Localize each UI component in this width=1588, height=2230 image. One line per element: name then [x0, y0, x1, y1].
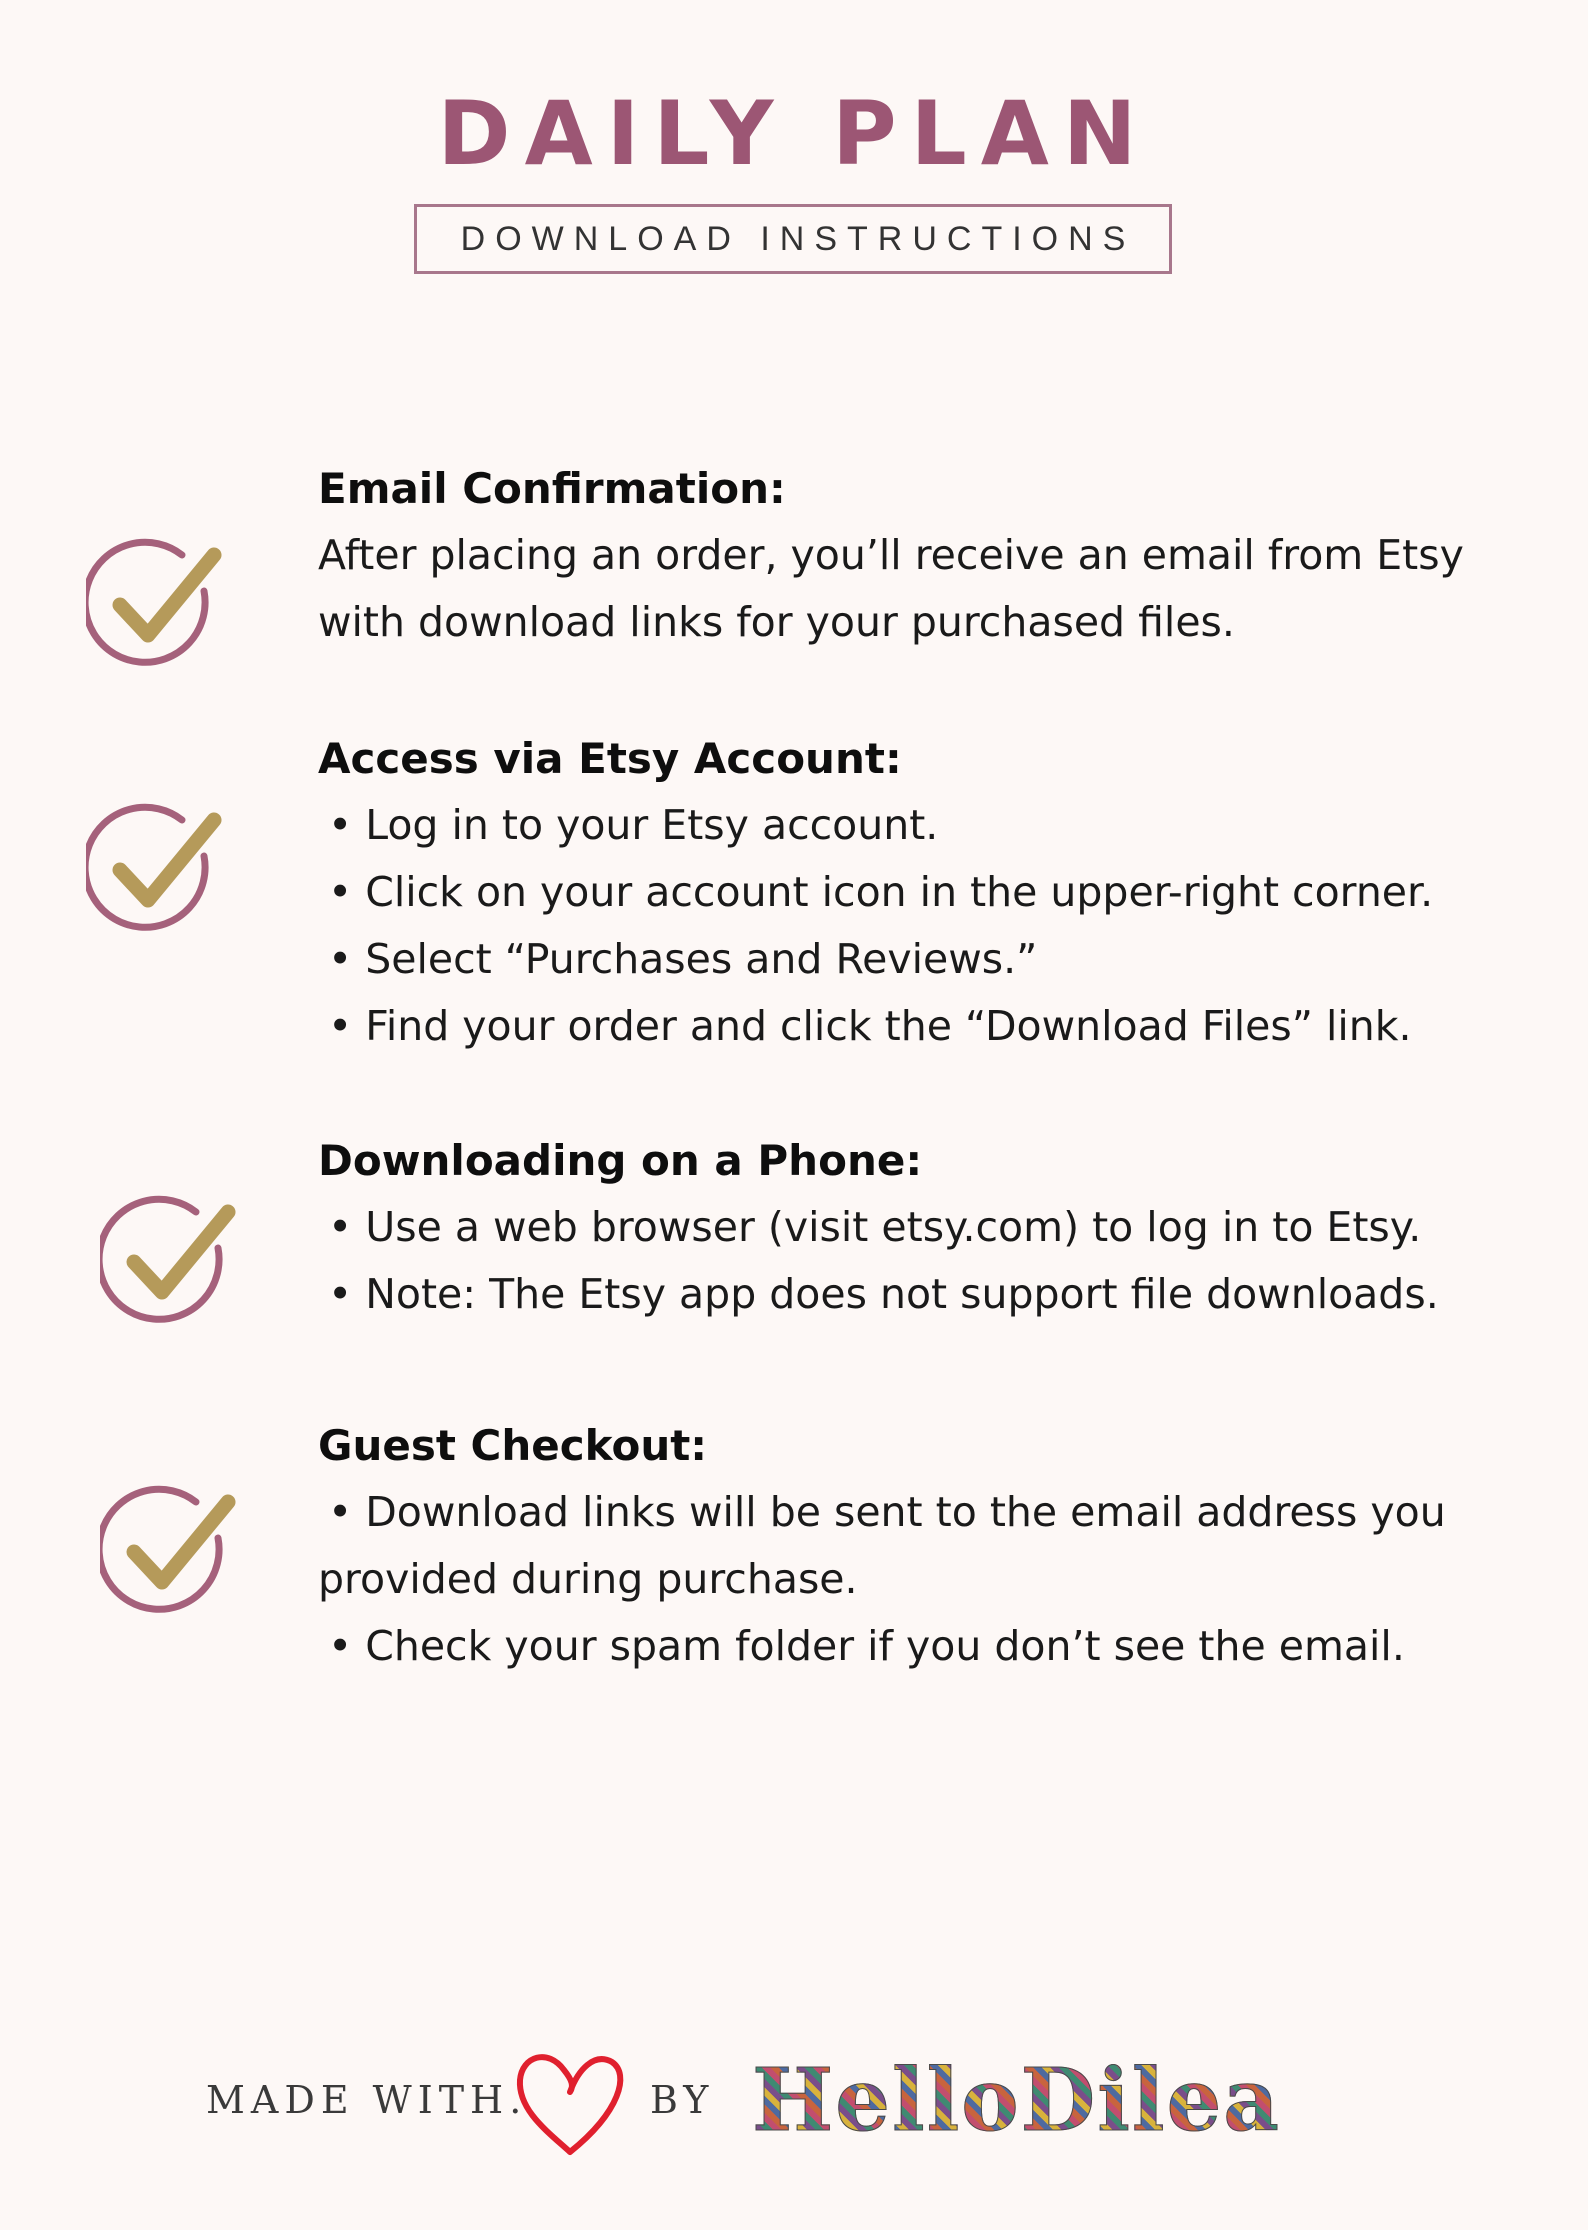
- checkmark-circle-icon: [86, 535, 226, 675]
- section-email-confirmation: [318, 456, 1518, 656]
- section-access-via-account: [318, 726, 1518, 1060]
- section-heading: Access via Etsy Account:: [318, 734, 902, 783]
- section-bullet: • Check your spam folder if you don’t see the email.: [328, 1622, 1405, 1670]
- brand-logo: HelloDilea: [752, 2050, 1282, 2151]
- section-bullet: • Select “Purchases and Reviews.”: [328, 935, 1038, 983]
- section-bullet: • Use a web browser (visit etsy.com) to log in to Etsy.: [328, 1203, 1422, 1251]
- section-guest-checkout: [318, 1413, 1518, 1680]
- section-bullet: • Note: The Etsy app does not support file downloads.: [328, 1270, 1439, 1318]
- subtitle-box: [414, 204, 1172, 274]
- section-heading: Guest Checkout:: [318, 1421, 708, 1470]
- section-bullet: • Find your order and click the “Download Files” link.: [328, 1002, 1412, 1050]
- checkmark-circle-icon: [100, 1482, 240, 1622]
- section-bullet: • Download links will be sent to the email address you: [328, 1488, 1446, 1536]
- section-line: provided during purchase.: [318, 1555, 858, 1603]
- section-heading: Downloading on a Phone:: [318, 1136, 923, 1185]
- section-heading: Email Confirmation:: [318, 464, 786, 513]
- section-line: with download links for your purchased files.: [318, 598, 1235, 646]
- section-bullet: • Log in to your Etsy account.: [328, 801, 939, 849]
- section-downloading-on-phone: [318, 1128, 1518, 1328]
- page-subtitle: DOWNLOAD INSTRUCTIONS: [460, 219, 1136, 258]
- heart-icon: [508, 2040, 628, 2160]
- footer-by: BY: [650, 2078, 715, 2122]
- checkmark-circle-icon: [100, 1192, 240, 1332]
- checkmark-circle-icon: [86, 800, 226, 940]
- section-line: After placing an order, you’ll receive an email from Etsy: [318, 531, 1464, 579]
- footer-made-with: MADE WITH.: [206, 2078, 528, 2122]
- section-bullet: • Click on your account icon in the upper-right corner.: [328, 868, 1434, 916]
- page-title: DAILY PLAN: [437, 82, 1151, 185]
